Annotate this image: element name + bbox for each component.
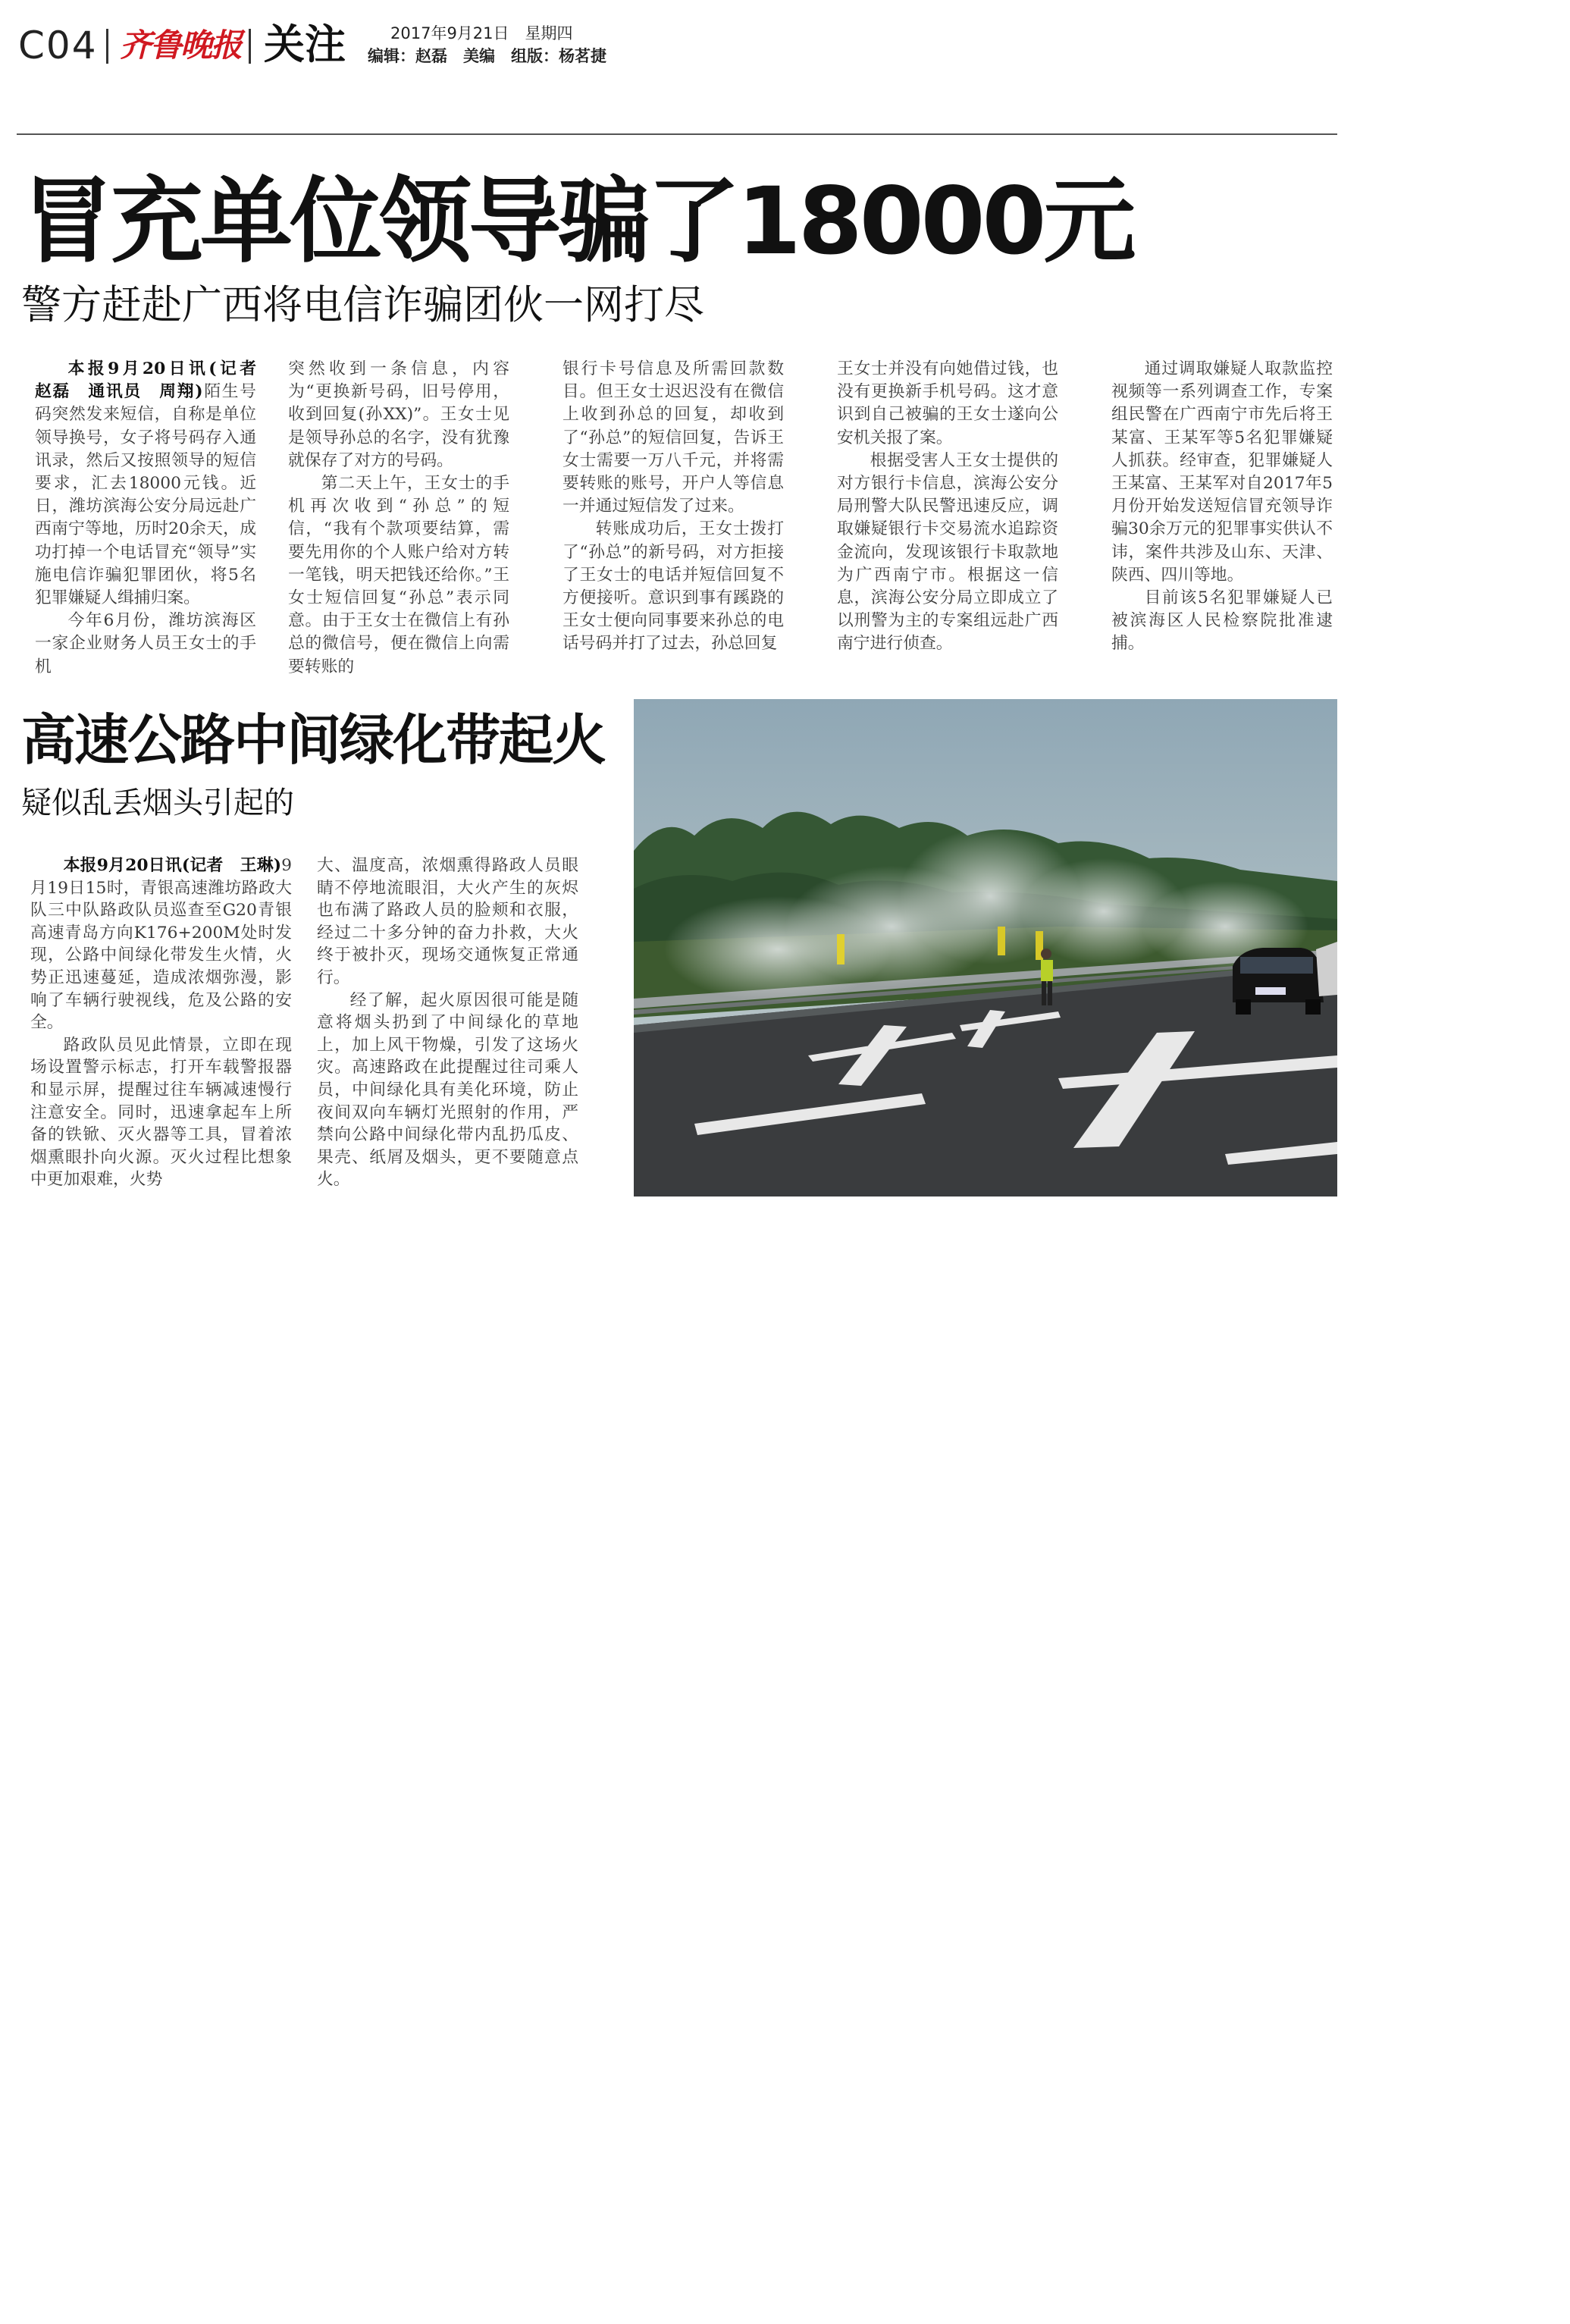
paragraph: 银行卡号信息及所需回款数目。但王女士迟迟没有在微信上收到孙总的回复，却收到了“孙总”的短信回复，告诉王女士需要一万八千元，并将需要转账的账号，开户人等信息一并通过短信发了过来。 [563, 359, 784, 516]
paragraph: 通过调取嫌疑人取款监控视频等一系列调查工作，专案组民警在广西南宁市先后将王某富、王某军等5名犯罪嫌疑人抓获。经审查，犯罪嫌疑人王某富、王某军对自2017年5月份开始发送短信冒充领导诈骗30余万元的犯罪事实供认不讳，案件共涉及山东、天津、陕西、四川等地。 [1111, 359, 1333, 585]
editor-credits: 编辑：赵磊 美编 组版：杨茗捷 [368, 47, 606, 65]
article2-subheadline: 疑似乱丢烟头引起的 [21, 786, 294, 820]
section-title: 关注 [264, 20, 346, 68]
paragraph: 大、温度高，浓烟熏得路政人员眼睛不停地流眼泪，大火产生的灰烬也布满了路政人员的脸颊和衣服，经过二十多分钟的奋力扑救，大火终于被扑灭，现场交通恢复正常通行。 [317, 856, 578, 987]
article1-headline: 冒充单位领导骗了18000元 [21, 168, 1133, 275]
paragraph: 本报9月20日讯(记者 赵磊 通讯员 周翔)陌生号码突然发来短信，自称是单位领导换号，女子将号码存入通讯录，然后又按照领导的短信要求，汇去18000元钱。近日，潍坊滨海公安分局远赴广西南宁等地，历时20余天，成功打掉一个电话冒充“领导”实施电信诈骗犯罪团伙，将5名犯罪嫌疑人缉捕归案。 [35, 359, 273, 608]
paragraph: 本报9月20日讯(记者 王琳)9月19日15时，青银高速潍坊路政大队三中队路政队员巡查至G20青银高速青岛方向K176+200M处时发现，公路中间绿化带发生火情，火势正迅速蔓延，造成浓烟弥漫，影响了车辆行驶视线，危及公路的安全。 [30, 856, 292, 1033]
paragraph: 第二天上午，王女士的手机再次收到“孙总”的短信，“我有个款项要结算，需要先用你的个人账户给对方转一笔钱，明天把钱还给你。”王女士短信回复“孙总”表示同意。由于王女士在微信上有孙总的微信号，便在微信上向需要转账的 [288, 474, 509, 676]
article1-column-3 [563, 358, 784, 661]
paragraph: 王女士并没有向她借过钱，也没有更换新手机号码。这才意识到自己被骗的王女士遂向公安机关报了案。 [837, 359, 1058, 447]
issue-date: 2017年9月21日 星期四 [390, 24, 573, 42]
paragraph: 经了解，起火原因很可能是随意将烟头扔到了中间绿化的草地上，加上风干物燥，引发了这场火灾。高速路政在此提醒过往司乘人员，中间绿化具有美化环境，防止夜间双向车辆灯光照射的作用，严禁向公路中间绿化带内乱扔瓜皮、果壳、纸屑及烟头，更不要随意点火。 [317, 990, 578, 1190]
paragraph: 突然收到一条信息，内容为“更换新号码，旧号停用，收到回复(孙XX)”。王女士见是领导孙总的名字，没有犹豫就保存了对方的号码。 [288, 359, 509, 470]
article2-column-2 [317, 855, 578, 1203]
photo-illustration [634, 699, 1337, 1196]
header-rule [17, 133, 1337, 135]
article1-column-5 [1111, 358, 1333, 661]
masthead-divider [106, 29, 108, 64]
paragraph: 根据受害人王女士提供的对方银行卡信息，滨海公安分局刑警大队民警迅速反应，调取嫌疑银行卡交易流水追踪资金流向，发现该银行卡取款地为广西南宁市。根据这一信息，滨海公安分局立即成立了以刑警为主的专案组远赴广西南宁进行侦查。 [837, 450, 1058, 654]
article1-column-4 [837, 358, 1058, 661]
paragraph: 转账成功后，王女士拨打了“孙总”的新号码，对方拒接了王女士的电话并短信回复不方便接听。意识到事有蹊跷的王女士便向同事要来孙总的电话号码并打了过去，孙总回复 [563, 519, 784, 654]
dateline: 本报9月20日讯(记者 赵磊 通讯员 周翔) [35, 359, 273, 402]
article1-subheadline: 警方赶赴广西将电信诈骗团伙一网打尽 [21, 282, 704, 328]
newspaper-logo: 齐鲁晚报 [120, 27, 242, 64]
paragraph: 目前该5名犯罪嫌疑人已被滨海区人民检察院批准逮捕。 [1111, 588, 1333, 654]
highway-fire-photo [634, 699, 1337, 1196]
page-number: C04 [18, 24, 98, 67]
article1-column-1 [35, 358, 273, 676]
article2-headline: 高速公路中间绿化带起火 [21, 708, 606, 772]
dateline: 本报9月20日讯(记者 王琳) [63, 856, 282, 875]
article1-column-2 [288, 358, 509, 676]
article2-column-1 [30, 855, 292, 1203]
paragraph: 路政队员见此情景，立即在现场设置警示标志，打开车载警报器和显示屏，提醒过往车辆减速慢行注意安全。同时，迅速拿起车上所备的铁锨、灭火器等工具，冒着浓烟熏眼扑向火源。灭火过程比想象中更加艰难，火势 [30, 1035, 292, 1190]
paragraph: 今年6月份，潍坊滨海区一家企业财务人员王女士的手机 [35, 611, 256, 676]
masthead-divider [249, 29, 251, 64]
